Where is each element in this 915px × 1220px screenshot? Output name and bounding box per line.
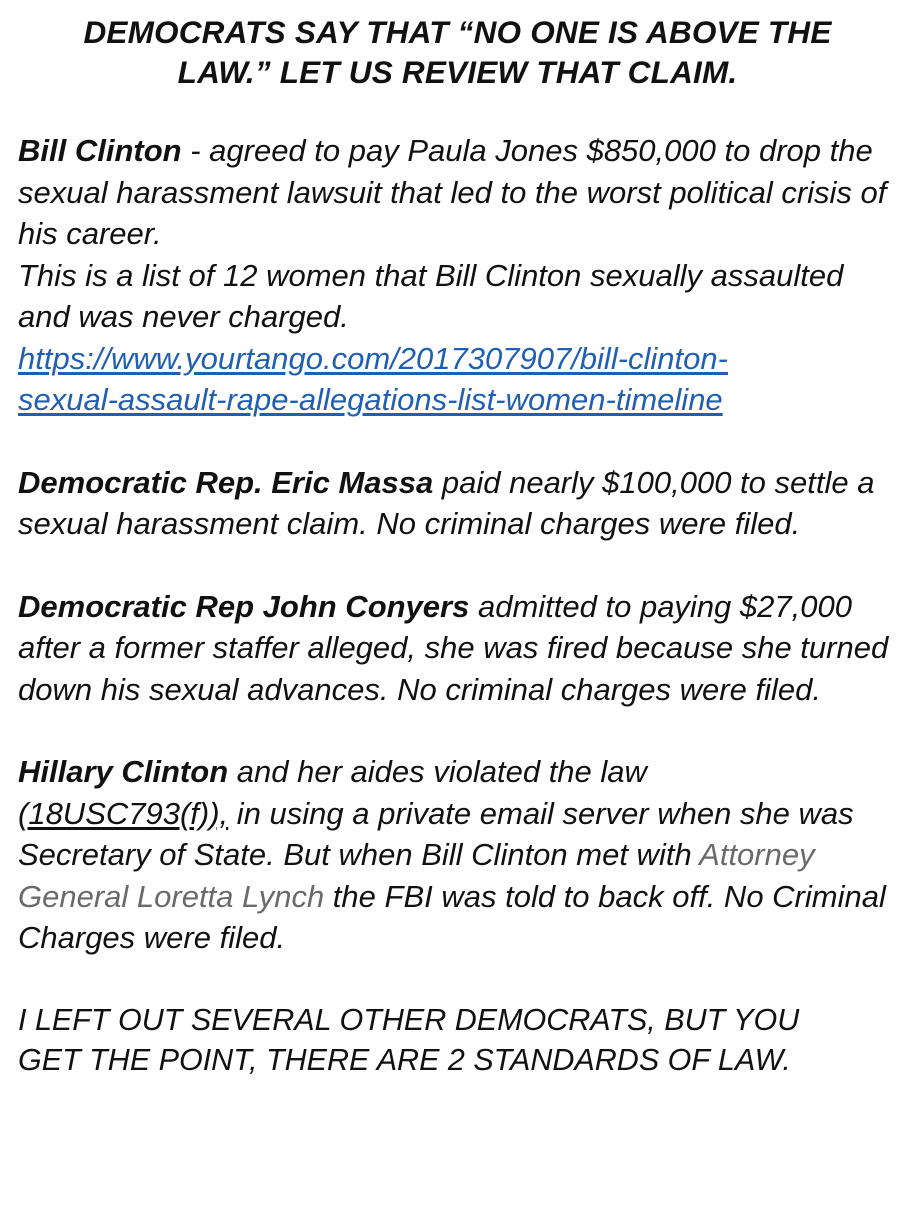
section-hillary-clinton [18,751,897,959]
headline [18,12,897,92]
spacer [18,545,897,586]
section-text: the FBI was told to back off. No Criminal Charges were filed. [18,878,886,955]
section-text: This is a list of 12 women that Bill Clinton sexually assaulted and was never charged. [18,257,844,334]
source-link-part-2[interactable]: sexual-assault-rape-allegations-list-women-timeline [18,382,723,417]
section-text: and her aides violated the law [228,754,647,789]
section-eric-massa [18,462,897,545]
headline-line-1: DEMOCRATS SAY THAT “NO ONE IS ABOVE THE [83,14,832,50]
person-name: Bill Clinton [18,133,182,168]
headline-line-2: LAW.” LET US REVIEW THAT CLAIM. [177,54,738,90]
section-text: - agreed to pay Paula Jones $850,000 to drop the sexual harassment lawsuit that led to the worst political crisis of his career. [18,133,887,251]
section-bill-clinton [18,130,897,421]
statute-link[interactable]: (18USC793(f)), [18,795,229,831]
person-name: Hillary Clinton [18,754,229,789]
person-name: Democratic Rep John Conyers [18,588,470,624]
closing-statement [18,1000,897,1080]
person-name: Democratic Rep. Eric Massa [18,464,434,500]
spacer [18,710,897,751]
section-text: paid nearly $100,000 to settle a sexual harassment claim. No criminal charges were filed. [18,464,875,541]
source-link[interactable] [18,341,728,418]
spacer [18,959,897,1000]
closing-line-2: GET THE POINT, THERE ARE 2 STANDARDS OF LAW. [18,1042,791,1077]
attorney-general-reference: Attorney General Loretta Lynch [18,837,815,914]
spacer [18,92,897,130]
source-link-part-1[interactable]: https://www.yourtango.com/2017307907/bill-clinton- [18,340,728,376]
section-text: admitted to paying $27,000 after a former staffer alleged, she was fired because she turned down his sexual advances. No criminal charges were filed. [18,588,889,707]
section-john-conyers [18,586,897,711]
spacer [18,421,897,462]
section-text: in using a private email server when she was Secretary of State. But when Bill Clinton met with [18,795,854,872]
closing-line-1: I LEFT OUT SEVERAL OTHER DEMOCRATS, BUT YOU [18,1002,800,1037]
